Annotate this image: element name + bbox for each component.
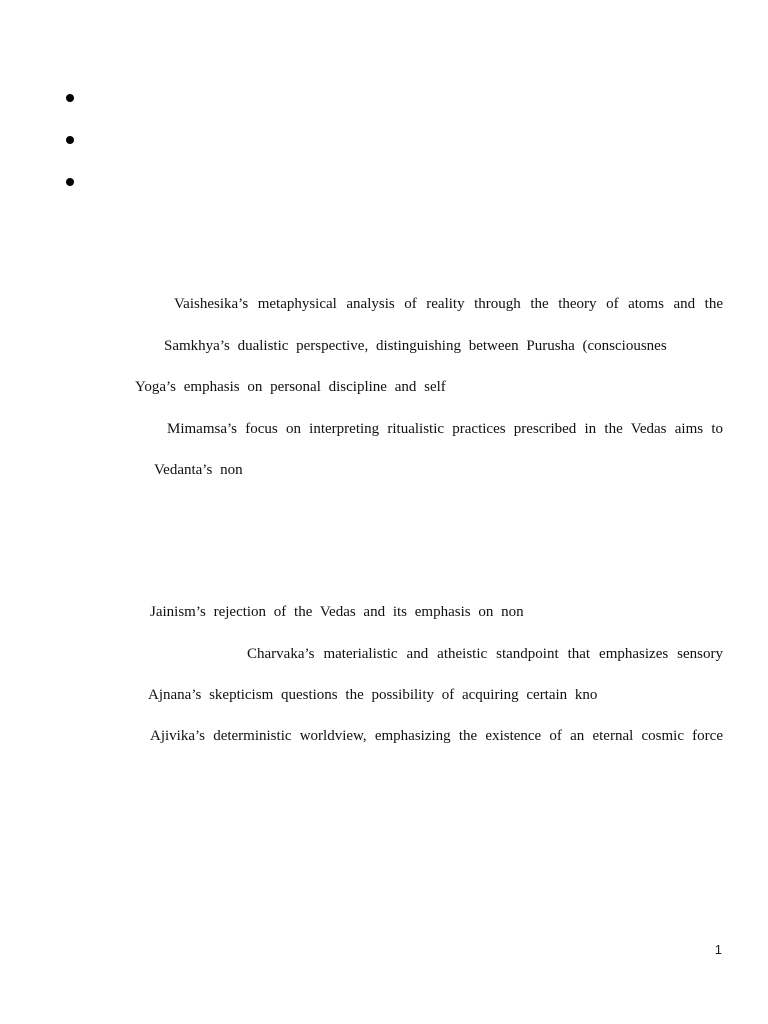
text-line-vedanta: Vedanta’s non bbox=[154, 462, 243, 478]
bullet-point-1 bbox=[66, 94, 74, 102]
text-line-jainism: Jainism’s rejection of the Vedas and its emphasis on non bbox=[150, 604, 524, 620]
text-line-charvaka: Charvaka’s materialistic and atheistic standpoint that emphasizes sensory bbox=[247, 646, 723, 662]
text-line-ajivika: Ajivika’s deterministic worldview, emphasizing the existence of an eternal cosmic force bbox=[150, 728, 723, 744]
bullet-point-3 bbox=[66, 178, 74, 186]
text-line-vaishesika: Vaishesika’s metaphysical analysis of reality through the theory of atoms and the bbox=[174, 296, 723, 312]
text-line-mimamsa: Mimamsa’s focus on interpreting ritualistic practices prescribed in the Vedas aims to bbox=[167, 421, 723, 437]
text-line-samkhya: Samkhya’s dualistic perspective, distinguishing between Purusha (consciousnes bbox=[164, 338, 667, 354]
text-line-yoga: Yoga’s emphasis on personal discipline and self bbox=[135, 379, 446, 395]
bullet-point-2 bbox=[66, 136, 74, 144]
text-line-ajnana: Ajnana’s skepticism questions the possibility of acquiring certain kno bbox=[148, 687, 598, 703]
page-number: 1 bbox=[714, 942, 722, 957]
